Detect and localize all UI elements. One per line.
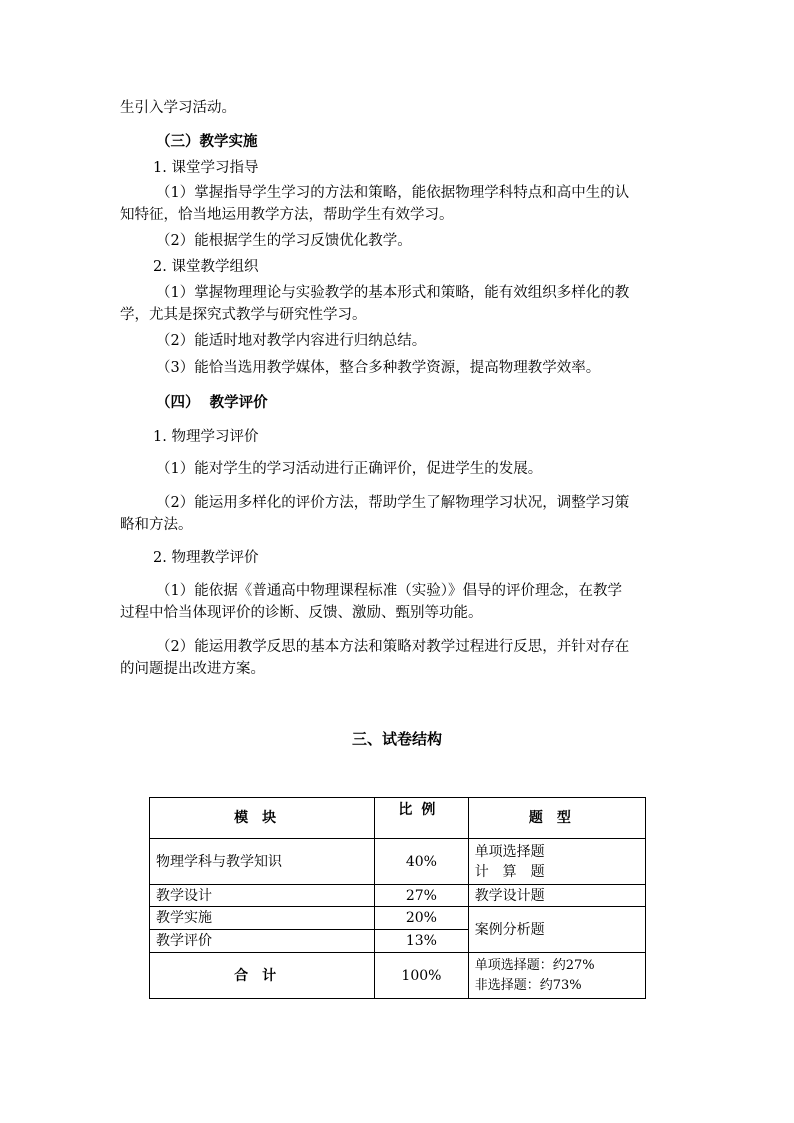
- cell-type: 单项选择题 计算题: [468, 839, 645, 885]
- cell-type: 教学设计题: [468, 885, 645, 907]
- paragraph: （1）能依据《普通高中物理课程标准（实验）》倡导的评价理念，在教学: [156, 583, 622, 599]
- cell-module: 教学实施: [150, 907, 375, 930]
- paragraph: （2）能运用多样化的评价方法，帮助学生了解物理学习状况，调整学习策: [156, 495, 630, 511]
- cell-total-label: 合计: [150, 953, 375, 999]
- section-title: 三、试卷结构: [351, 730, 442, 748]
- table-row: [150, 839, 646, 885]
- paragraph: （2）能运用教学反思的基本方法和策略对教学过程进行反思，并针对存在: [156, 639, 630, 655]
- paragraph: （2）能根据学生的学习反馈优化教学。: [156, 233, 412, 249]
- cell-module: 教学设计: [150, 885, 375, 907]
- paragraph: （1）掌握物理理论与实验教学的基本形式和策略，能有效组织多样化的教: [156, 285, 630, 301]
- paragraph: 生引入学习活动。: [120, 100, 236, 116]
- paragraph: （1）能对学生的学习活动进行正确评价，促进学生的发展。: [156, 461, 543, 477]
- cell-total-ratio: 100%: [375, 953, 469, 999]
- paragraph: 略和方法。: [120, 517, 193, 533]
- header-ratio: 比例: [375, 798, 469, 839]
- header-type: 题型: [468, 798, 645, 839]
- cell-type: 案例分析题: [468, 907, 645, 953]
- exam-structure-table: [149, 797, 646, 999]
- item-heading: 2. 物理教学评价: [153, 550, 259, 566]
- cell-ratio: 20%: [375, 907, 469, 930]
- paragraph: 知特征，恰当地运用教学方法，帮助学生有效学习。: [120, 207, 454, 223]
- item-heading: 1. 物理学习评价: [153, 429, 259, 445]
- table-total-row: [150, 953, 646, 999]
- cell-ratio: 13%: [375, 930, 469, 953]
- paragraph: 学，尤其是探究式教学与研究性学习。: [120, 307, 367, 323]
- paragraph: 的问题提出改进方案。: [120, 661, 265, 677]
- paragraph: （3）能恰当选用教学媒体，整合多种教学资源，提高物理教学效率。: [156, 360, 601, 376]
- table-header-row: [150, 798, 646, 839]
- subsection-heading: （四） 教学评价: [156, 394, 268, 411]
- header-module: 模块: [150, 798, 375, 839]
- cell-module: 物理学科与教学知识: [150, 839, 375, 885]
- paragraph: 过程中恰当体现评价的诊断、反馈、激励、甄别等功能。: [120, 605, 483, 621]
- table-row: [150, 885, 646, 907]
- cell-module: 教学评价: [150, 930, 375, 953]
- cell-ratio: 40%: [375, 839, 469, 885]
- paragraph: （1）掌握指导学生学习的方法和策略，能依据物理学科特点和高中生的认: [156, 185, 630, 201]
- cell-ratio: 27%: [375, 885, 469, 907]
- item-heading: 1. 课堂学习指导: [153, 160, 259, 176]
- table-row: [150, 907, 646, 930]
- subsection-heading: （三）教学实施: [156, 133, 258, 150]
- item-heading: 2. 课堂教学组织: [153, 259, 259, 275]
- cell-total-type: 单项选择题：约27% 非选择题：约73%: [468, 953, 645, 999]
- paragraph: （2）能适时地对教学内容进行归纳总结。: [156, 333, 427, 349]
